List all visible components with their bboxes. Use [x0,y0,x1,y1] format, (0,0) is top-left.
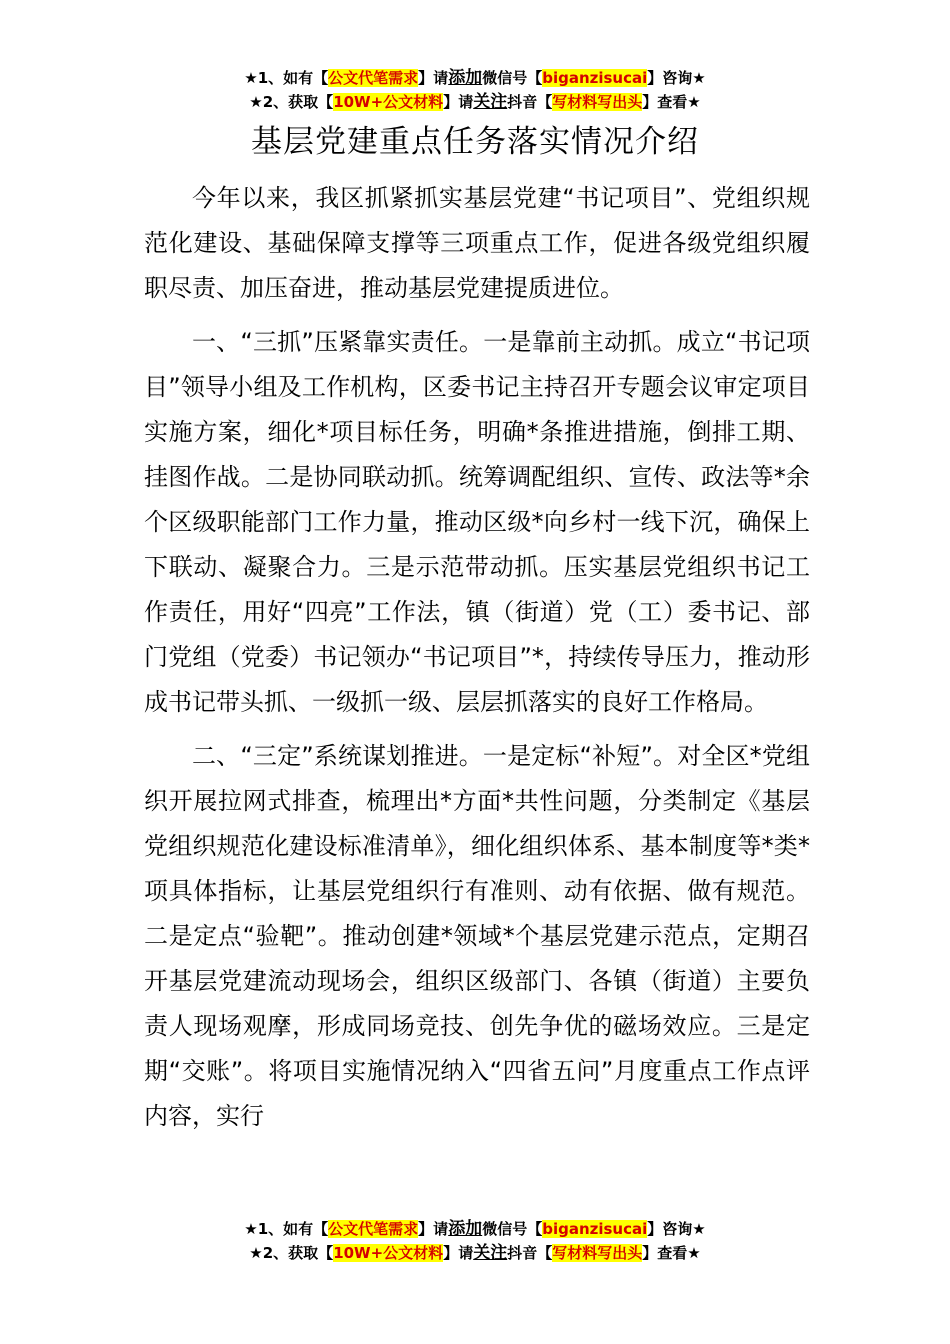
banner-text: ★2、获取【 [249,93,334,111]
banner-emphasis: 关注 [473,92,508,112]
header-banner [0,66,950,114]
paragraph-section-2: 二、“三定”系统谋划推进。一是定标“补短”。对全区*党组织开展拉网式排查，梳理出*方面*共性问题，分类制定《基层党组织规范化建设标准清单》，细化组织体系、基本制度等*类*项具体指标，让基层党组织行有准则、动有依据、做有规范。二是定点“验靶”。推动创建*领域*个基层党建示范点，定期召开基层党建流动现场会，组织区级部门、各镇（街道）主要负责人现场观摩，形成同场竞技、创先争优的磁场效应。三是定期“交账”。将项目实施情况纳入“四省五问”月度重点工作点评内容，实行 [144,742,810,1130]
banner-text: 】请 [443,1244,474,1262]
banner-text: ★1、如有【 [244,1220,329,1238]
banner-text: 微信号【 [482,1220,543,1238]
banner-text: 抖音【 [507,93,553,111]
banner-line-1 [0,66,950,90]
banner-text: 】查看★ [642,1244,701,1262]
highlight-douyin: 写材料写出头 [552,93,643,111]
banner-text: 】请 [443,93,474,111]
highlight-materials: 10W+公文材料 [333,1244,444,1262]
document-title: 基层党建重点任务落实情况介绍 [251,124,699,160]
banner-emphasis: 关注 [473,1243,508,1263]
banner-text: 抖音【 [507,1244,553,1262]
banner-text: ★1、如有【 [244,69,329,87]
highlight-douyin: 写材料写出头 [552,1244,643,1262]
highlight-service: 公文代笔需求 [328,69,419,87]
highlight-wechat-id: biganzisucai [542,69,648,87]
paragraph-intro: 今年以来，我区抓紧抓实基层党建“书记项目”、党组织规范化建设、基础保障支撑等三项重点工作，促进各级党组织履职尽责、加压奋进，推动基层党建提质进位。 [144,184,810,302]
banner-text: 】咨询★ [647,69,706,87]
banner-text: 微信号【 [482,69,543,87]
banner-text: 】咨询★ [647,1220,706,1238]
paragraph-section-1: 一、“三抓”压紧靠实责任。一是靠前主动抓。成立“书记项目”领导小组及工作机构，区委书记主持召开专题会议审定项目实施方案，细化*项目标任务，明确*条推进措施，倒排工期、挂图作战。二是协同联动抓。统筹调配组织、宣传、政法等*余个区级职能部门工作力量，推动区级*向乡村一线下沉，确保上下联动、凝聚合力。三是示范带动抓。压实基层党组织书记工作责任，用好“四亮”工作法，镇（街道）党（工）委书记、部门党组（党委）书记领办“书记项目”*，持续传导压力，推动形成书记带头抓、一级抓一级、层层抓落实的良好工作格局。 [144,328,810,716]
banner-text: 】请 [418,1220,449,1238]
banner-line-2 [0,1241,950,1265]
banner-line-1 [0,1217,950,1241]
highlight-service: 公文代笔需求 [328,1220,419,1238]
banner-text: 】查看★ [642,93,701,111]
highlight-wechat-id: biganzisucai [542,1220,648,1238]
banner-emphasis: 添加 [448,68,483,88]
highlight-materials: 10W+公文材料 [333,93,444,111]
banner-emphasis: 添加 [448,1219,483,1239]
document-body [144,176,810,1148]
banner-line-2 [0,90,950,114]
banner-text: ★2、获取【 [249,1244,334,1262]
footer-banner [0,1217,950,1265]
banner-text: 】请 [418,69,449,87]
